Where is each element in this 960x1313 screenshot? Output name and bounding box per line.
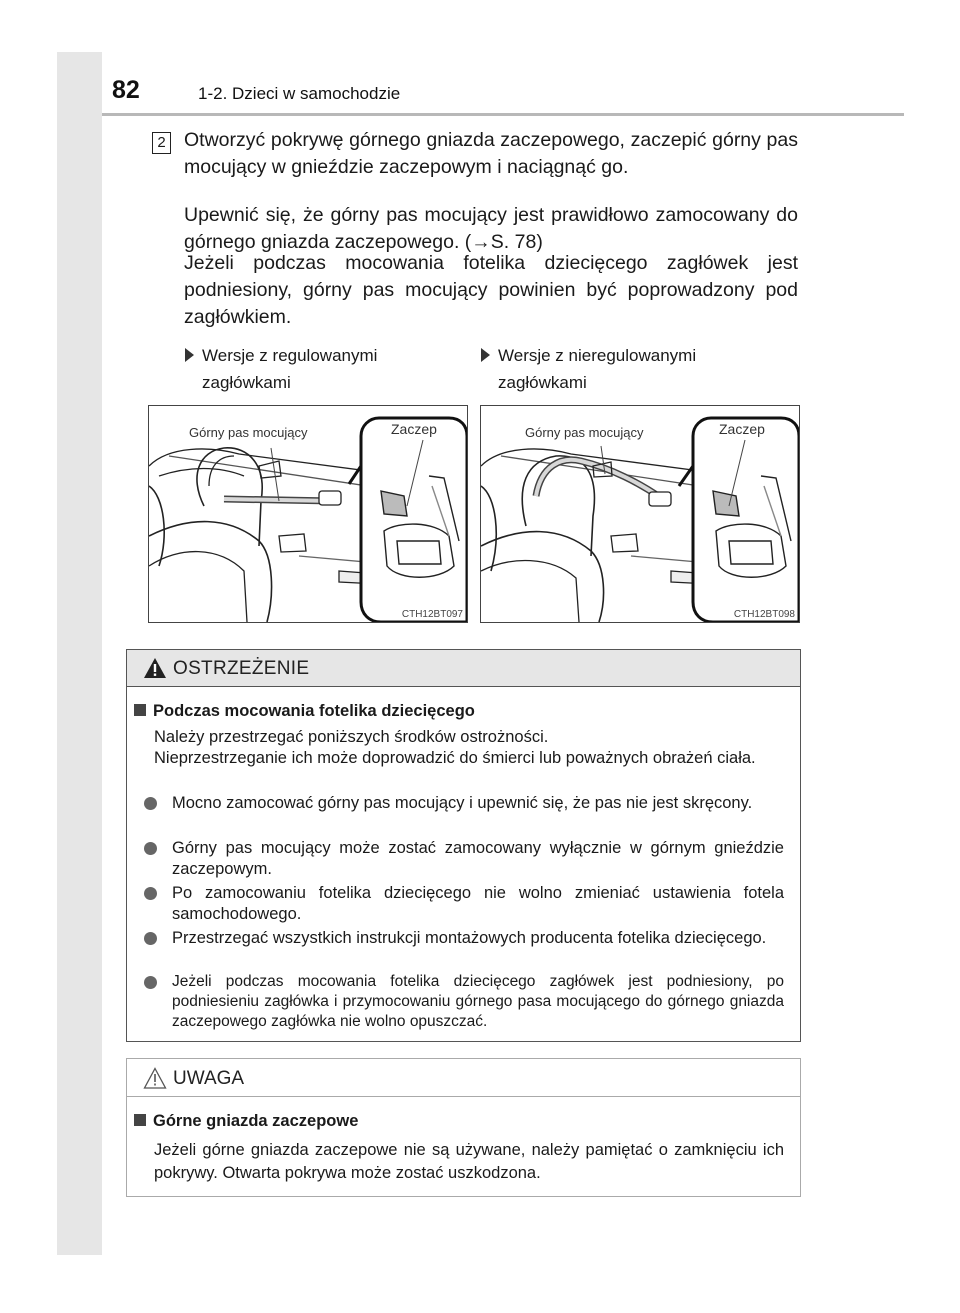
step-number: 2 (152, 132, 171, 154)
step-instruction: Otworzyć pokrywę górnego gniazda zaczepowego, zaczepić górny pas mocujący w gnieździe zaczepowym i naciągnąć go. (184, 129, 798, 178)
variant-label-line1: Wersje z regulowanymi (202, 346, 378, 365)
warning-bullet-text: Jeżeli podczas mocowania fotelika dziecięcego zagłówek jest podniesiony, po podniesieniu zagłówka i przymocowaniu górnego pasa mocującego do górnego gniazda zaczepowego zagłówka nie wolno opuszczać. (172, 973, 784, 1030)
caution-section-heading (134, 1112, 358, 1131)
square-bullet-icon (134, 1114, 146, 1126)
figure-code: CTH12BT097 (401, 609, 463, 620)
bullet-dot-icon (144, 976, 157, 989)
variant-adjustable (185, 342, 377, 396)
arrow-right-icon (481, 348, 490, 362)
figure-label-top-tether: Górny pas mocujący (525, 425, 644, 440)
caution-text: Jeżeli górne gniazda zaczepowe nie są używane, należy pamiętać o zamknięciu ich pokrywy. Otwarta pokrywa może zostać uszkodzona. (154, 1141, 784, 1182)
caution-section-title: Górne gniazda zaczepowe (153, 1112, 359, 1130)
chapter-title: 1-2. Dzieci w samochodzie (198, 84, 401, 103)
warning-bullet (144, 972, 784, 1032)
step-note-1: Upewnić się, że górny pas mocujący jest prawidłowo zamocowany do górnego gniazda zaczepowego. (→S. 78) (184, 204, 798, 253)
figure-label-anchor: Zaczep (719, 421, 765, 437)
warning-bullet-text: Górny pas mocujący może zostać zamocowany wyłącznie w górnym gnieździe zaczepowym. (172, 839, 784, 878)
illustration-fixed-headrest (480, 405, 800, 623)
caution-triangle-icon (143, 1067, 167, 1089)
bullet-dot-icon (144, 932, 157, 945)
variant-label-line2: zagłówkami (202, 373, 291, 392)
warning-section-title: Podczas mocowania fotelika dziecięcego (153, 702, 475, 720)
warning-section-heading (134, 702, 475, 721)
square-bullet-icon (134, 704, 146, 716)
warning-bullet (144, 793, 784, 814)
warning-intro-1: Należy przestrzegać poniższych środków ostrożności. (154, 728, 549, 746)
warning-header (127, 650, 800, 687)
variant-label-line1: Wersje z nieregulowanymi (498, 346, 697, 365)
figure-code: CTH12BT098 (733, 609, 795, 620)
arrow-right-icon (185, 348, 194, 362)
caution-title: UWAGA (173, 1068, 245, 1089)
warning-bullet (144, 883, 784, 925)
page-number: 82 (112, 76, 140, 104)
bullet-dot-icon (144, 887, 157, 900)
variant-label-line2: zagłówkami (498, 373, 587, 392)
page-sidebar-tab (57, 52, 102, 1255)
warning-bullet-text: Mocno zamocować górny pas mocujący i upewnić się, że pas nie jest skręcony. (172, 794, 753, 812)
variant-fixed (481, 342, 696, 396)
bullet-dot-icon (144, 797, 157, 810)
warning-triangle-icon (143, 657, 167, 679)
caution-header (127, 1059, 800, 1097)
caution-box (126, 1058, 801, 1197)
warning-bullet-text: Przestrzegać wszystkich instrukcji montażowych producenta fotelika dziecięcego. (172, 929, 767, 947)
bullet-dot-icon (144, 842, 157, 855)
step-note-2: Jeżeli podczas mocowania fotelika dziecięcego zagłówek jest podniesiony, górny pas mocujący powinien być poprowadzony pod zagłówkiem. (184, 252, 798, 328)
warning-bullet (144, 838, 784, 880)
warning-title: OSTRZEŻENIE (173, 658, 310, 679)
illustration-adjustable-headrest (148, 405, 468, 623)
warning-bullet-text: Po zamocowaniu fotelika dziecięcego nie wolno zmieniać ustawienia fotela samochodowego. (172, 884, 784, 923)
warning-intro-2: Nieprzestrzeganie ich może doprowadzić do śmierci lub poważnych obrażeń ciała. (154, 749, 756, 767)
warning-box (126, 649, 801, 1042)
figure-label-top-tether: Górny pas mocujący (189, 425, 308, 440)
figure-label-anchor: Zaczep (391, 421, 437, 437)
header-divider (102, 113, 904, 116)
warning-bullet (144, 928, 784, 949)
